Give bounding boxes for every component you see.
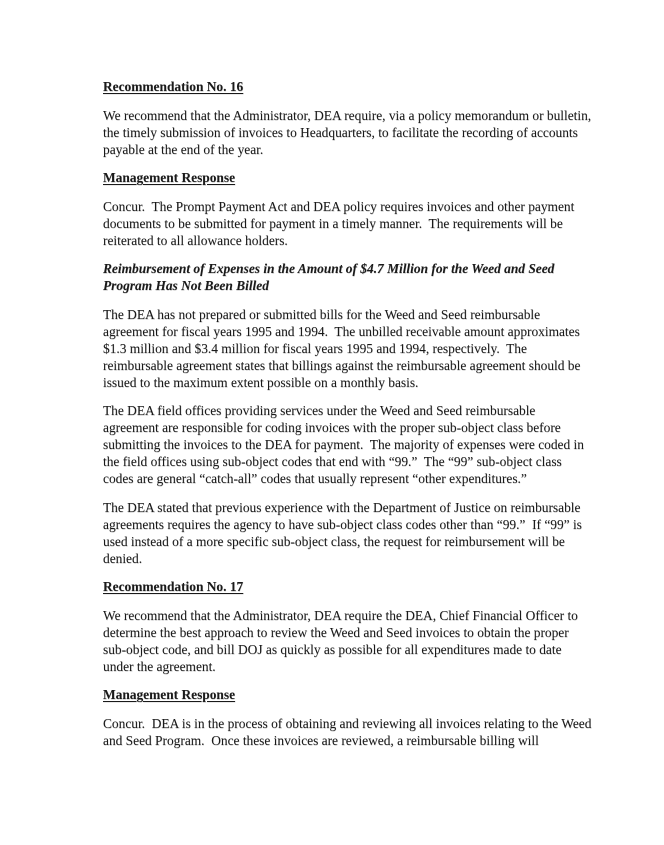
finding-title: Reimbursement of Expenses in the Amount of $4.7 Million for the Weed and Seed Program Has Not Been Billed: [103, 261, 558, 293]
management-response-paragraph-1: Concur. The Prompt Payment Act and DEA policy requires invoices and other payment documents to be submitted for payment in a timely manner. The requirements will be reiterated to all allowance holders.: [103, 198, 578, 248]
document-content: [103, 78, 594, 760]
recommendation-17-paragraph: We recommend that the Administrator, DEA require the DEA, Chief Financial Officer to determine the best approach to review the Weed and Seed invoices to obtain the proper sub-object code, and bill DOJ as quickly as possible for all expenditures made to date under the agreement.: [103, 607, 582, 674]
finding-paragraph-1: The DEA has not prepared or submitted bills for the Weed and Seed reimbursable agreement for fiscal years 1995 and 1994. The unbilled receivable amount approximates $1.3 million and $3.4 million for fiscal years 1995 and 1994, respectively. The reimbursable agreement states that billings against the reimbursable agreement should be issued to the maximum extent possible on a monthly basis.: [103, 306, 584, 390]
finding-paragraph-2: The DEA field offices providing services under the Weed and Seed reimbursable agreement are responsible for coding invoices with the proper sub-object class before submitting the invoices to the DEA for payment. The majority of expenses were coded in the field offices using sub-object codes that end with “99.” The “99” sub-object class codes are general “catch-all” codes that usually represent “other expenditures.”: [103, 403, 588, 486]
recommendation-16-heading: Recommendation No. 16: [103, 79, 244, 94]
recommendation-17-heading: Recommendation No. 17: [103, 579, 244, 594]
management-response-paragraph-2: Concur. DEA is in the process of obtaining and reviewing all invoices relating to the Weed and Seed Program. Once these invoices are reviewed, a reimbursable billing will: [103, 715, 595, 748]
recommendation-16-paragraph: We recommend that the Administrator, DEA require, via a policy memorandum or bulletin, the timely submission of invoices to Headquarters, to facilitate the recording of accounts payable at the end of the year.: [103, 107, 595, 157]
management-response-heading-2: Management Response: [103, 687, 236, 702]
finding-paragraph-3: The DEA stated that previous experience with the Department of Justice on reimbursable agreements requires the agency to have sub-object class codes other than “99.” If “99” is used instead of a more specific sub-object class, the request for reimbursement will be denied.: [103, 499, 586, 566]
management-response-heading-1: Management Response: [103, 170, 236, 185]
